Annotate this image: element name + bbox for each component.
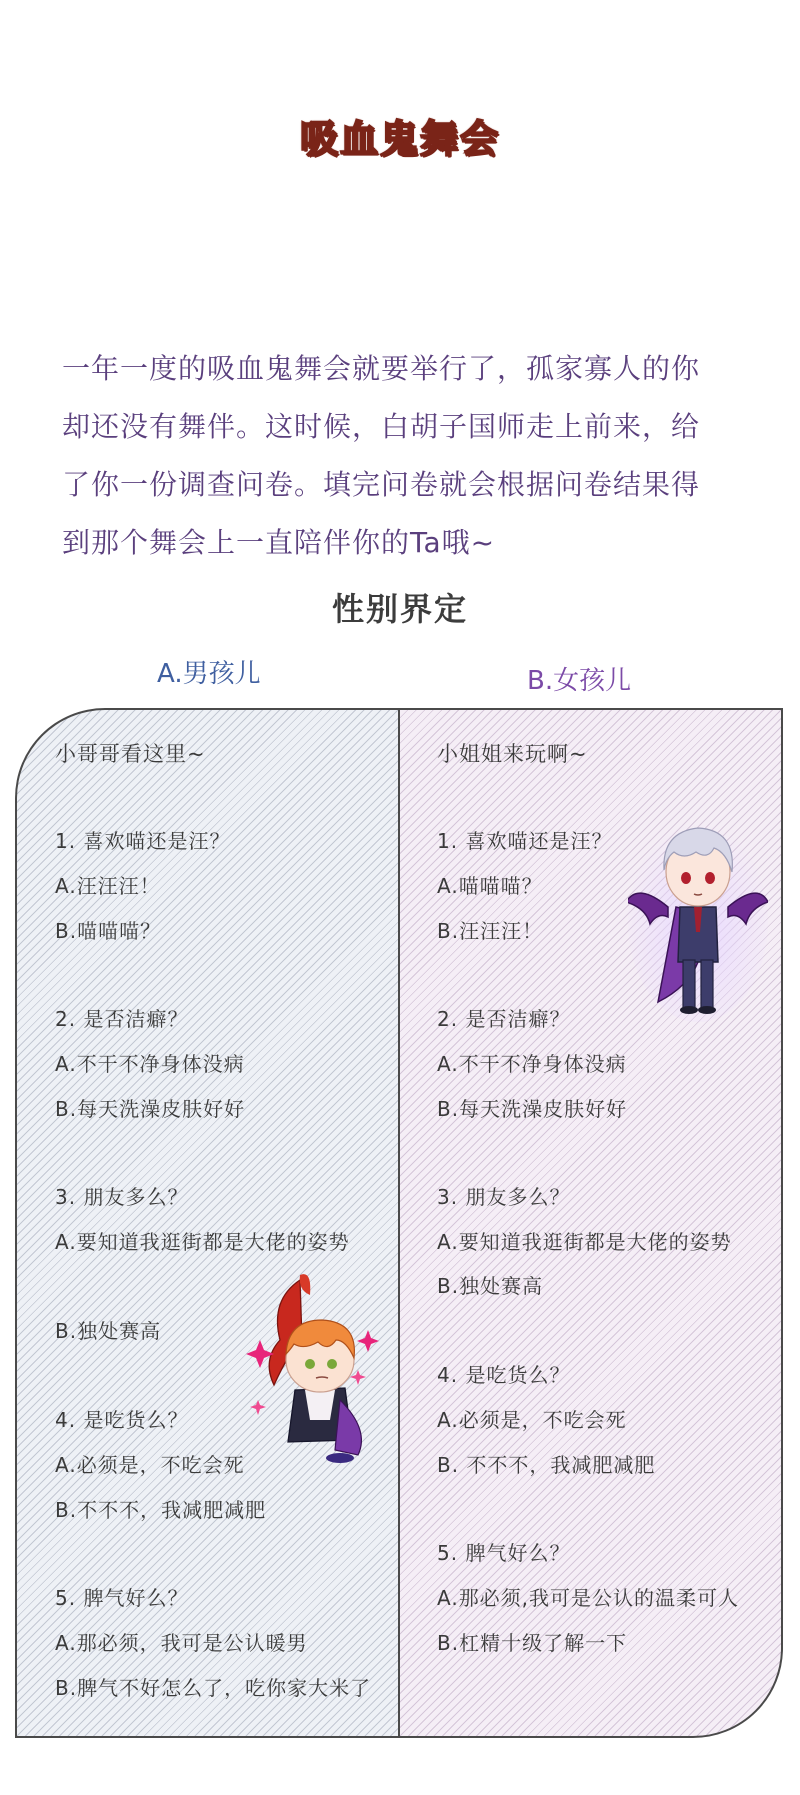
left-answer-3a[interactable]: A.要知道我逛街都是大佬的姿势	[55, 1230, 350, 1254]
panel-divider	[398, 708, 400, 1738]
section-title: 性别界定	[331, 590, 468, 628]
right-answer-3a[interactable]: A.要知道我逛街都是大佬的姿势	[437, 1230, 732, 1254]
right-answer-5a[interactable]: A.那必须,我可是公认的温柔可人	[437, 1586, 740, 1610]
left-answer-4a[interactable]: A.必须是，不吃会死	[55, 1453, 245, 1477]
vampire-character-illustration	[628, 812, 768, 1022]
left-question-3: 3. 朋友多么？	[55, 1185, 189, 1209]
left-answer-5a[interactable]: A.那必须，我可是公认暖男	[55, 1631, 308, 1655]
left-answer-5b[interactable]: B.脾气不好怎么了，吃你家大米了	[55, 1676, 372, 1700]
option-b-label[interactable]: B.女孩儿	[527, 666, 632, 696]
right-answer-1b[interactable]: B.汪汪汪！	[437, 919, 544, 943]
intro-line: 了你一份调查问卷。填完问卷就会根据问卷结果得	[62, 468, 701, 501]
option-a-label[interactable]: A.男孩儿	[157, 659, 261, 689]
right-question-2: 2. 是否洁癖？	[437, 1007, 571, 1031]
right-answer-2b[interactable]: B.每天洗澡皮肤好好	[437, 1097, 628, 1121]
right-answer-3b[interactable]: B.独处赛高	[437, 1274, 544, 1298]
right-panel-heading: 小姐姐来玩啊~	[437, 742, 588, 766]
left-answer-3b[interactable]: B.独处赛高	[55, 1319, 162, 1343]
right-question-4: 4. 是吃货么？	[437, 1363, 571, 1387]
intro-line: 到那个舞会上一直陪伴你的Ta哦~	[62, 526, 496, 559]
right-answer-1a[interactable]: A.喵喵喵？	[437, 874, 543, 898]
left-question-4: 4. 是吃货么？	[55, 1408, 189, 1432]
left-question-2: 2. 是否洁癖？	[55, 1007, 189, 1031]
left-panel-heading: 小哥哥看这里~	[55, 742, 206, 766]
intro-line: 一年一度的吸血鬼舞会就要举行了，孤家寡人的你	[62, 352, 701, 385]
left-answer-2a[interactable]: A.不干不净身体没病	[55, 1052, 245, 1076]
intro-line: 却还没有舞伴。这时候，白胡子国师走上前来，给	[62, 410, 701, 443]
left-question-5: 5. 脾气好么？	[55, 1586, 189, 1610]
right-answer-5b[interactable]: B.杠精十级了解一下	[437, 1631, 628, 1655]
left-question-1: 1. 喜欢喵还是汪？	[55, 829, 231, 853]
left-answer-2b[interactable]: B.每天洗澡皮肤好好	[55, 1097, 246, 1121]
intro-paragraph	[62, 340, 752, 572]
right-answer-4b[interactable]: B. 不不不，我减肥减肥	[437, 1453, 656, 1477]
page-title: 吸血鬼舞会	[299, 117, 500, 161]
red-haired-character-illustration	[240, 1270, 390, 1465]
right-answer-4a[interactable]: A.必须是，不吃会死	[437, 1408, 627, 1432]
left-answer-4b[interactable]: B.不不不，我减肥减肥	[55, 1498, 267, 1522]
left-answer-1a[interactable]: A.汪汪汪！	[55, 874, 161, 898]
right-question-1: 1. 喜欢喵还是汪？	[437, 829, 613, 853]
right-question-5: 5. 脾气好么？	[437, 1541, 571, 1565]
right-question-3: 3. 朋友多么？	[437, 1185, 571, 1209]
left-answer-1b[interactable]: B.喵喵喵？	[55, 919, 162, 943]
right-answer-2a[interactable]: A.不干不净身体没病	[437, 1052, 627, 1076]
